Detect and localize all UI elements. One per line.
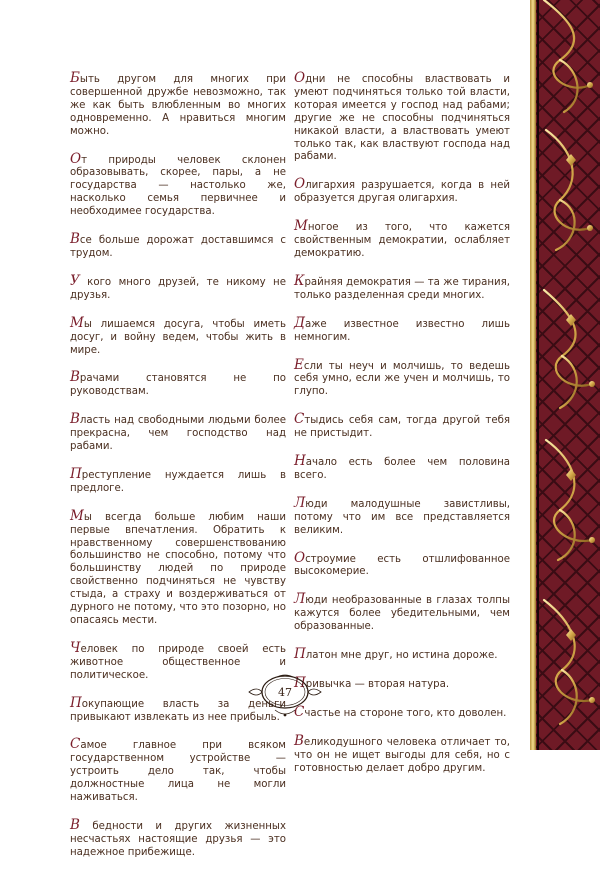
initial-letter: В (70, 411, 80, 428)
initial-letter: Е (294, 356, 304, 373)
quote-paragraph (70, 314, 286, 358)
left-column (70, 72, 286, 874)
decorative-border (530, 0, 600, 750)
quote-text: еликодушного человека отличает то, что он не ищет выгоды для себя, но с готовностью делает добро другим. (294, 736, 510, 774)
initial-letter: С (294, 703, 305, 720)
initial-letter: М (70, 314, 84, 331)
quote-text: рачами становятся не по руководствам. (70, 373, 286, 398)
quote-paragraph (70, 738, 286, 805)
quote-paragraph (294, 413, 510, 441)
right-column (294, 72, 510, 790)
quote-paragraph (294, 703, 510, 721)
quote-text: дни не способны властвовать и умеют подчиняться только той власти, которая имеется у господ над рабами; другие же не способны подчиняться никакой власти, а властвовать умеют только так, как властвуют господа над рабами. (294, 74, 510, 163)
quote-text: ыть другом для многих при совершенной дружбе невозможно, так же как быть влюбленным во многих одновременно. А нравиться многим можно. (70, 74, 286, 137)
quote-paragraph (70, 72, 286, 139)
quote-text: кого много друзей, те никому не друзья. (70, 276, 286, 301)
quote-text: реступление нуждается лишь в предлоге. (70, 469, 286, 494)
quote-paragraph (70, 150, 286, 220)
quote-paragraph (294, 455, 510, 483)
quote-text: юди необразованные в глазах толпы кажутся более убедительными, чем образованные. (294, 595, 510, 633)
quote-text: амое главное при всяком государственном устройстве — устроить дело так, чтобы должностные лица не могли наживаться. (70, 740, 286, 804)
quote-paragraph (294, 272, 510, 303)
initial-letter: Б (70, 70, 80, 86)
initial-letter: С (70, 736, 81, 753)
quote-paragraph (294, 72, 510, 164)
quote-paragraph (294, 314, 510, 345)
initial-letter: В (70, 369, 80, 386)
quote-text: сли ты неуч и молчишь, то ведешь себя умно, если же учен и молчишь, то глупо. (294, 360, 510, 398)
quote-paragraph (294, 677, 510, 692)
initial-letter: В (70, 231, 80, 248)
quote-text: тыдись себя сам, тогда другой тебя не пристыдит. (294, 415, 510, 440)
initial-letter: П (70, 694, 82, 711)
initial-letter: П (294, 675, 306, 691)
quote-paragraph (294, 356, 510, 400)
initial-letter: Н (294, 453, 306, 470)
initial-letter: П (70, 465, 82, 482)
quote-paragraph (70, 413, 286, 454)
quote-text: латон мне друг, но истина дороже. (305, 650, 498, 662)
quote-text: еловек по природе своей есть животное общественное и политическое. (70, 643, 286, 681)
initial-letter: Л (294, 494, 306, 511)
quote-paragraph (294, 178, 510, 206)
initial-letter: С (294, 411, 305, 428)
initial-letter: Д (294, 314, 305, 331)
initial-letter: П (294, 646, 306, 663)
quote-paragraph (294, 593, 510, 634)
quote-paragraph (70, 465, 286, 496)
quote-paragraph (70, 371, 286, 399)
initial-letter: Ч (70, 639, 81, 656)
quote-text: т природы человек склонен образовывать, скорее, пары, а не государства — настолько же, насколько семья первичнее и необходимее государства. (70, 154, 286, 218)
quote-text: ногое из того, что кажется свойственным демократии, ослабляет демократию. (294, 222, 510, 259)
initial-letter: О (294, 549, 306, 566)
quote-paragraph (294, 494, 510, 538)
initial-letter: О (294, 70, 306, 86)
quote-text: ачало есть более чем половина всего. (294, 457, 510, 481)
initial-letter: О (70, 150, 82, 167)
page-number-frame (245, 674, 325, 722)
initial-letter: К (294, 272, 305, 289)
quote-text: ривычка — вторая натура. (305, 679, 450, 690)
quote-text: ы всегда больше любим наши первые впечатления. Обратить к нравственному совершенствованию большинство не способно, потому что большинству людей по природе свойственно подчиняться не чувству стыда, а страху и воздерживаться от дурного не потому, что это позорно, но опасаясь мести. (70, 511, 286, 626)
initial-letter: В (294, 732, 304, 749)
quote-paragraph (294, 648, 510, 663)
quote-text: райняя демократия — та же тирания, только разделенная среди многих. (294, 276, 510, 301)
quote-paragraph (70, 272, 286, 303)
gold-scroll-ornament-icon (530, 0, 600, 750)
initial-letter: О (294, 176, 306, 193)
quote-paragraph (294, 732, 510, 776)
quote-text: ы лишаемся досуга, чтобы иметь досуг, и войну ведем, чтобы жить в мире. (70, 318, 286, 356)
quote-paragraph (70, 233, 286, 261)
initial-letter: Л (294, 591, 306, 608)
quote-paragraph (70, 507, 286, 628)
initial-letter: В (70, 816, 80, 833)
initial-letter: М (70, 507, 84, 524)
quote-text: юди малодушные завистливы, потому что им все представляется великим. (294, 498, 510, 536)
quote-text: строумие есть отшлифованное высокомерие. (294, 553, 510, 578)
quote-paragraph (70, 816, 286, 860)
quote-text: лигархия разрушается, когда в ней образуется другая олигархия. (294, 180, 510, 205)
quote-paragraph (294, 549, 510, 580)
initial-letter: М (294, 218, 308, 235)
quote-text: се больше дорожат доставшимся с трудом. (70, 235, 286, 259)
quote-paragraph (294, 220, 510, 261)
initial-letter: У (70, 272, 80, 289)
quote-text: бедности и других жизненных несчастьях настоящие друзья — это надежное прибежище. (70, 820, 286, 858)
quote-text: окупающие власть за деньги привыкают извлекать из нее прибыль. (70, 698, 286, 723)
quote-text: ласть над свободными людьми более прекрасна, чем господство над рабами. (70, 415, 286, 453)
quote-text: частье на стороне того, кто доволен. (304, 707, 507, 719)
page-number: 47 (278, 686, 292, 699)
quote-text: аже известное известно лишь немногим. (294, 318, 510, 343)
